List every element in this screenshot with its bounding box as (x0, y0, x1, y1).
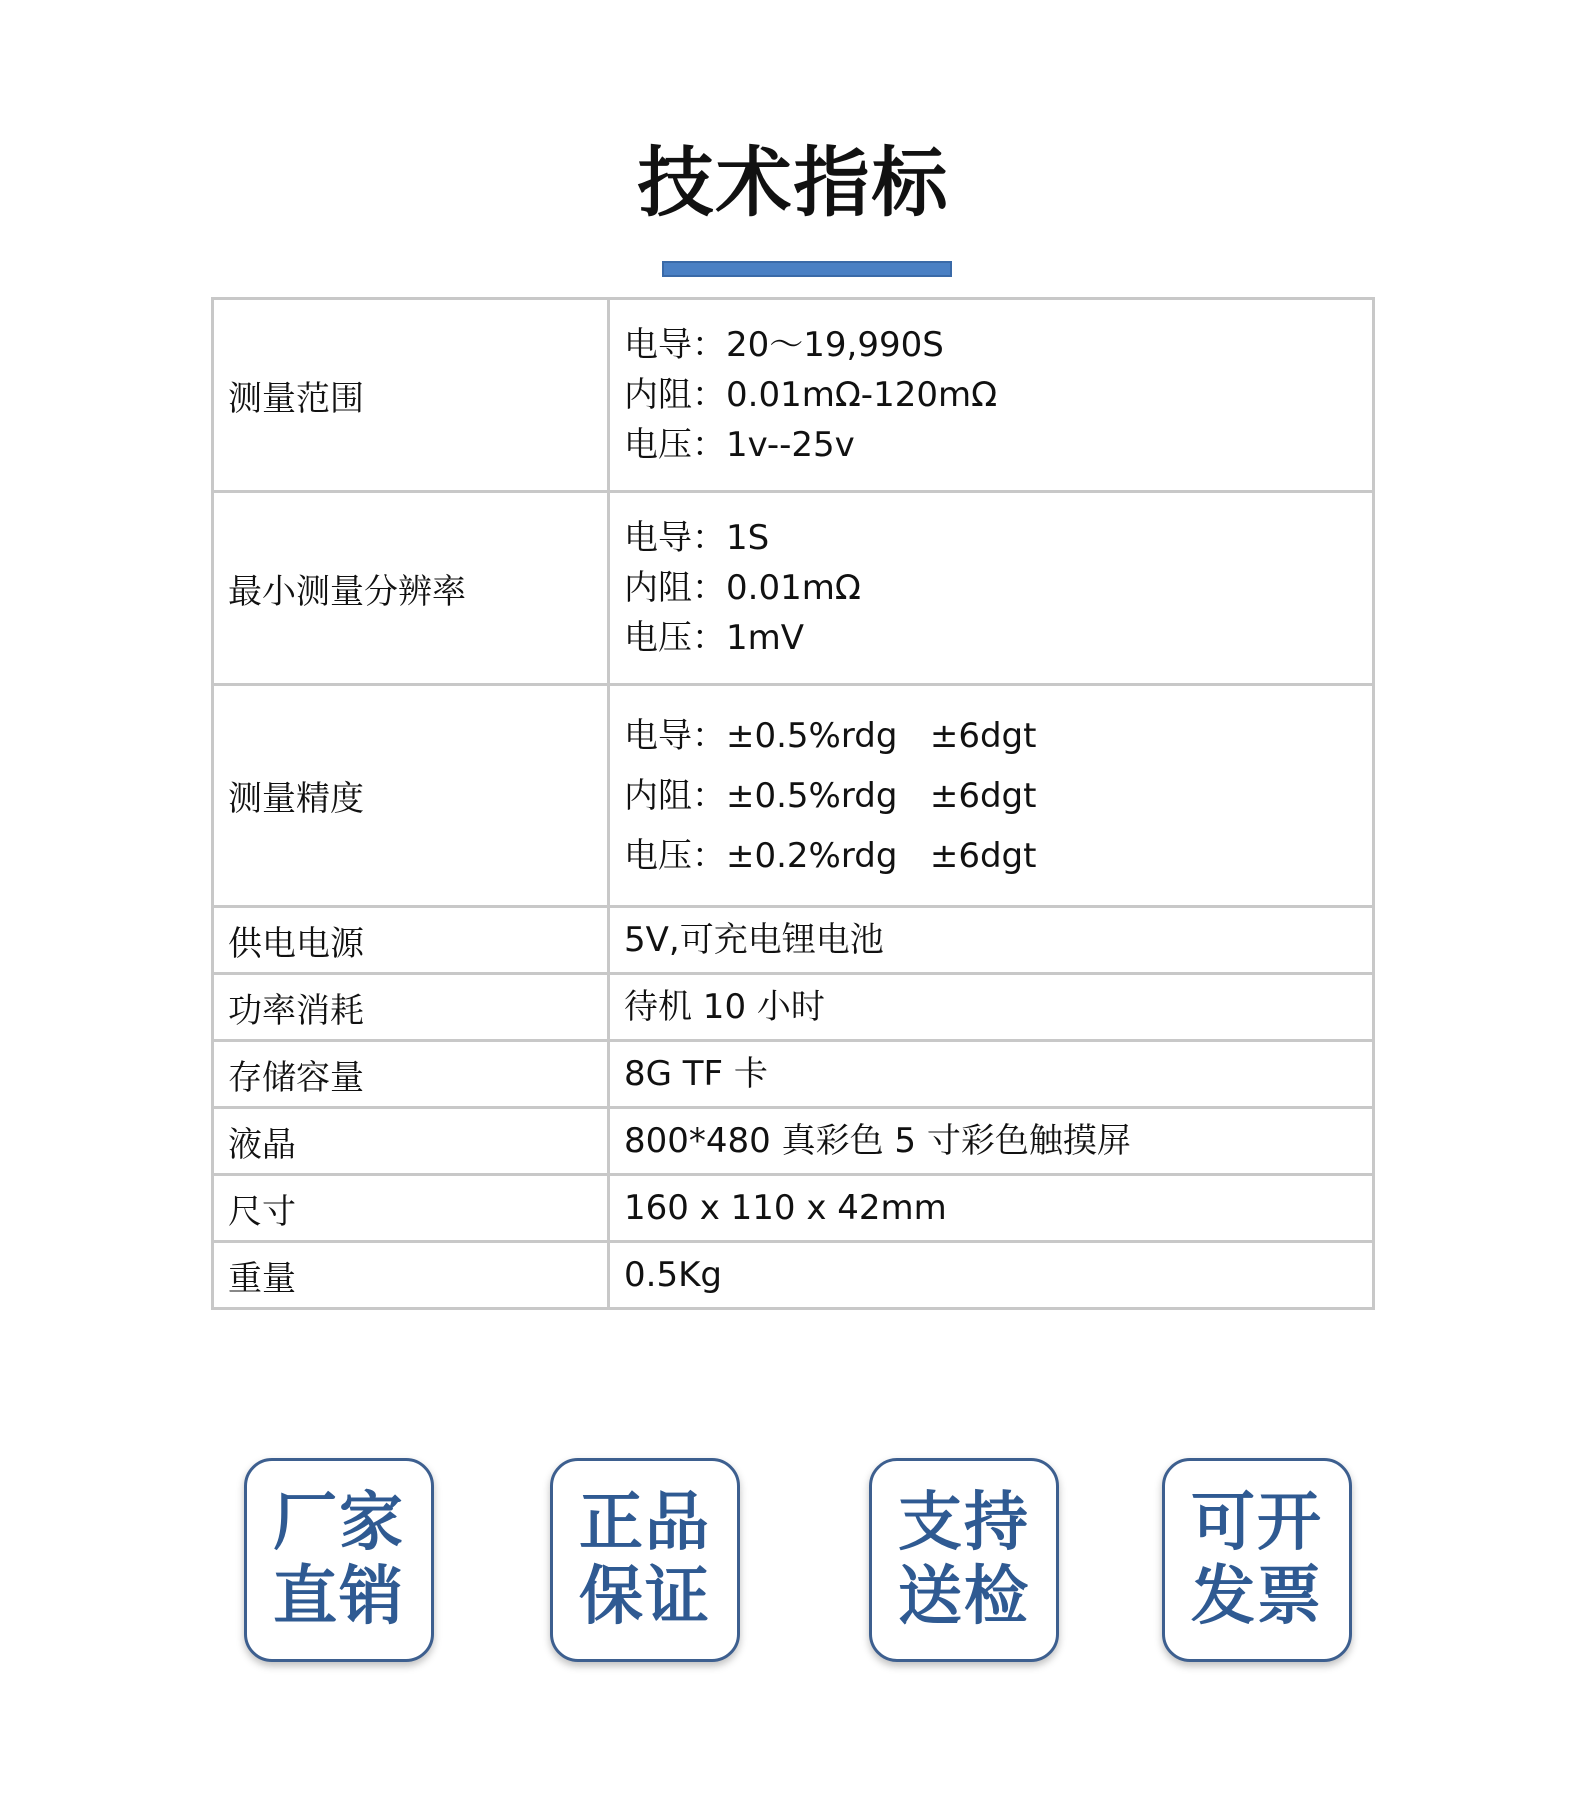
title-underline (662, 261, 952, 277)
spec-value (609, 1242, 1374, 1309)
spec-label: 功率消耗 (213, 974, 609, 1041)
badge-inspection-support (869, 1458, 1059, 1662)
spec-value (609, 1041, 1374, 1108)
spec-value-line: 0.5Kg (624, 1255, 722, 1295)
table-row (213, 492, 1374, 685)
spec-table (211, 297, 1375, 1310)
spec-value-line: 电导：20～19,990S (624, 325, 944, 365)
spec-value-line: 待机 10 小时 (624, 987, 825, 1027)
badge-line: 直销 (273, 1560, 405, 1634)
spec-value (609, 1175, 1374, 1242)
badge-line: 正品 (579, 1486, 711, 1560)
spec-label: 液晶 (213, 1108, 609, 1175)
table-row (213, 974, 1374, 1041)
spec-label: 测量精度 (213, 685, 609, 907)
spec-value-line: 电压：1mV (624, 618, 805, 658)
spec-value (609, 492, 1374, 685)
spec-value-line: 160 x 110 x 42mm (624, 1188, 947, 1228)
table-row (213, 1175, 1374, 1242)
table-row (213, 907, 1374, 974)
badge-line: 送检 (898, 1560, 1030, 1634)
badge-line: 发票 (1191, 1560, 1323, 1634)
table-row (213, 1041, 1374, 1108)
table-row (213, 1242, 1374, 1309)
spec-value (609, 974, 1374, 1041)
table-row (213, 1108, 1374, 1175)
spec-label: 测量范围 (213, 299, 609, 492)
badge-line: 支持 (898, 1486, 1030, 1560)
badge-line: 保证 (579, 1560, 711, 1634)
badge-line: 可开 (1191, 1486, 1323, 1560)
spec-label: 重量 (213, 1242, 609, 1309)
spec-value (609, 1108, 1374, 1175)
badge-genuine-guarantee (550, 1458, 740, 1662)
badge-factory-direct (244, 1458, 434, 1662)
spec-value-line: 8G TF 卡 (624, 1054, 768, 1094)
badge-invoice-available (1162, 1458, 1352, 1662)
spec-value (609, 907, 1374, 974)
spec-label: 最小测量分辨率 (213, 492, 609, 685)
spec-label: 存储容量 (213, 1041, 609, 1108)
page-title: 技术指标 (637, 138, 950, 227)
spec-value-line: 电导：1S (624, 518, 770, 558)
spec-label: 供电电源 (213, 907, 609, 974)
spec-value-line: 内阻：±0.5%rdg ±6dgt (624, 775, 1037, 816)
spec-value (609, 299, 1374, 492)
spec-value-line: 800*480 真彩色 5 寸彩色触摸屏 (624, 1121, 1131, 1161)
spec-label: 尺寸 (213, 1175, 609, 1242)
spec-value-line: 电压：1v--25v (624, 425, 855, 465)
table-row (213, 685, 1374, 907)
table-row (213, 299, 1374, 492)
badge-row (0, 1458, 1587, 1668)
spec-value-line: 5V,可充电锂电池 (624, 920, 884, 960)
spec-value (609, 685, 1374, 907)
spec-value-line: 电压：±0.2%rdg ±6dgt (624, 835, 1037, 876)
spec-value-line: 内阻：0.01mΩ (624, 568, 861, 608)
spec-value-line: 电导：±0.5%rdg ±6dgt (624, 715, 1037, 756)
spec-value-line: 内阻：0.01mΩ-120mΩ (624, 375, 998, 415)
badge-line: 厂家 (273, 1486, 405, 1560)
